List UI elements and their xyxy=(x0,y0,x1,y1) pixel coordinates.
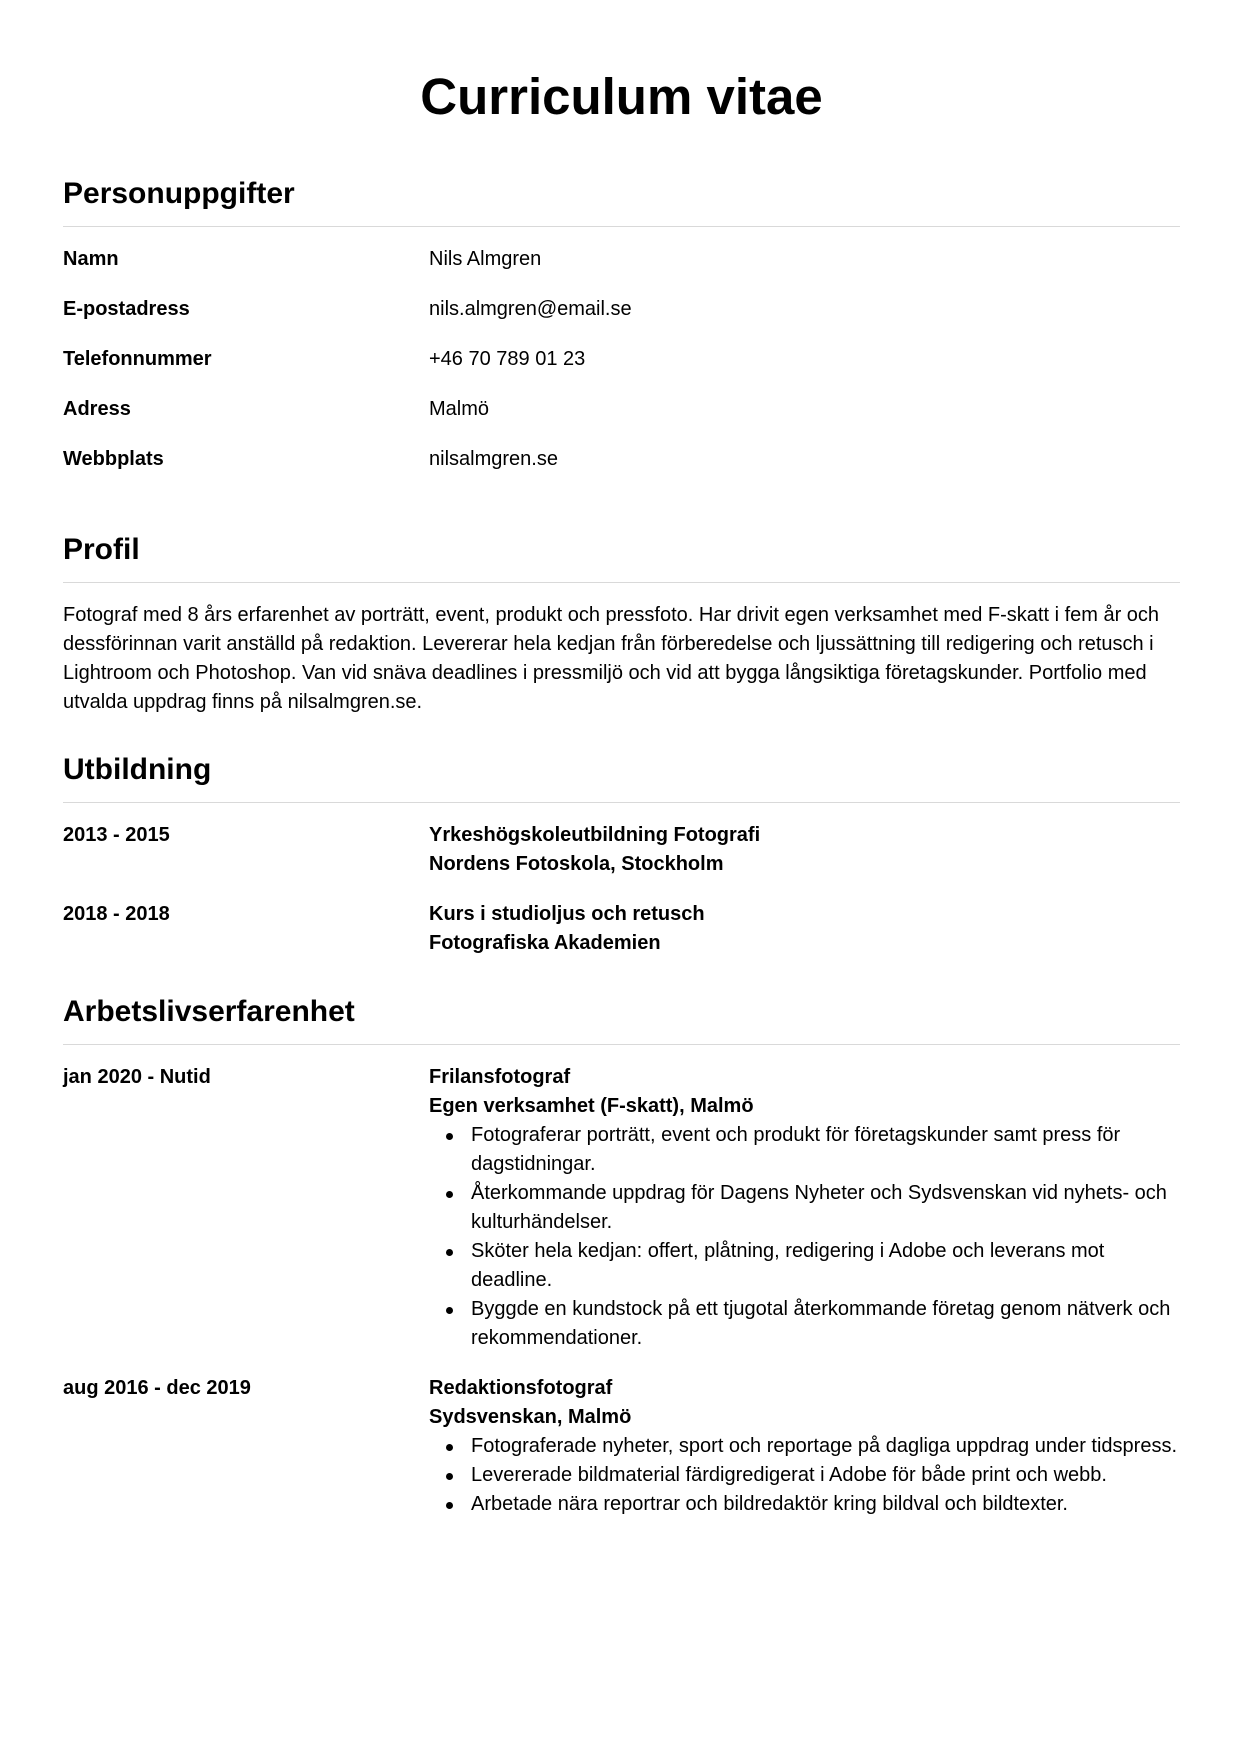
education-section xyxy=(63,750,1180,958)
personal-heading: Personuppgifter xyxy=(63,174,1180,227)
personal-value: +46 70 789 01 23 xyxy=(429,348,586,370)
work-period: aug 2016 - dec 2019 xyxy=(63,1377,251,1399)
education-title: Yrkeshögskoleutbildning Fotografi xyxy=(429,824,761,846)
bullet-item: Byggde en kundstock på ett tjugotal återkommande företag genom nätverk och rekommendationer. xyxy=(429,1295,1180,1353)
work-details xyxy=(429,1063,1180,1353)
bullet-item: Fotograferar porträtt, event och produkt för företagskunder samt press för dagstidningar. xyxy=(429,1121,1180,1179)
personal-section xyxy=(63,174,1180,474)
education-details xyxy=(429,900,1180,958)
education-rows xyxy=(63,821,1180,958)
profile-heading: Profil xyxy=(63,530,1180,583)
personal-value: nils.almgren@email.se xyxy=(429,298,632,320)
education-details xyxy=(429,821,1180,879)
education-place: Fotografiska Akademien xyxy=(429,932,661,954)
document-title: Curriculum vitae xyxy=(420,68,823,125)
education-period: 2013 - 2015 xyxy=(63,824,170,846)
personal-value: Malmö xyxy=(429,398,490,420)
personal-row-name xyxy=(63,245,1180,274)
work-title: Frilansfotograf xyxy=(429,1066,571,1088)
bullet-item: Arbetade nära reportrar och bildredaktör kring bildval och bildtexter. xyxy=(429,1490,1180,1519)
education-heading: Utbildning xyxy=(63,750,1180,803)
personal-label: Webbplats xyxy=(63,448,164,470)
personal-label: Namn xyxy=(63,248,119,270)
work-section xyxy=(63,992,1180,1519)
education-item xyxy=(63,821,1180,879)
bullet-item: Fotograferade nyheter, sport och reportage på dagliga uppdrag under tidspress. xyxy=(429,1432,1180,1461)
education-item xyxy=(63,900,1180,958)
personal-label: Adress xyxy=(63,398,131,420)
personal-row-website xyxy=(63,445,1180,474)
personal-label: E-postadress xyxy=(63,298,190,320)
education-period: 2018 - 2018 xyxy=(63,903,170,925)
personal-row-email xyxy=(63,295,1180,324)
personal-row-address xyxy=(63,395,1180,424)
bullet-item: Återkommande uppdrag för Dagens Nyheter och Sydsvenskan vid nyhets- och kulturhändelser. xyxy=(429,1179,1180,1237)
work-heading: Arbetslivserfarenhet xyxy=(63,992,1180,1045)
profile-text: Fotograf med 8 års erfarenhet av porträtt, event, produkt och pressfoto. Har drivit egen verksamhet med F-skatt i fem år och dessförinnan varit anställd på redaktion. Levererar hela kedjan från förberedelse och ljussättning till redigering och retusch i Lightroom och Photoshop. Van vid snäva deadlines i pressmiljö och vid att bygga långsiktiga företagskunder. Portfolio med utvalda uppdrag finns på nilsalmgren.se. xyxy=(63,604,1160,713)
work-details xyxy=(429,1374,1180,1519)
work-bullets xyxy=(429,1432,1180,1519)
personal-value: nilsalmgren.se xyxy=(429,448,558,470)
work-rows xyxy=(63,1063,1180,1519)
education-place: Nordens Fotoskola, Stockholm xyxy=(429,853,724,875)
work-item xyxy=(63,1374,1180,1519)
personal-row-phone xyxy=(63,345,1180,374)
work-item xyxy=(63,1063,1180,1353)
education-title: Kurs i studioljus och retusch xyxy=(429,903,705,925)
work-title: Redaktionsfotograf xyxy=(429,1377,613,1399)
personal-label: Telefonnummer xyxy=(63,348,212,370)
personal-rows xyxy=(63,245,1180,474)
personal-value: Nils Almgren xyxy=(429,248,542,270)
work-bullets xyxy=(429,1121,1180,1353)
work-period: jan 2020 - Nutid xyxy=(63,1066,211,1088)
work-employer: Egen verksamhet (F-skatt), Malmö xyxy=(429,1095,754,1117)
work-employer: Sydsvenskan, Malmö xyxy=(429,1406,632,1428)
bullet-item: Levererade bildmaterial färdigredigerat i Adobe för både print och webb. xyxy=(429,1461,1180,1490)
bullet-item: Sköter hela kedjan: offert, plåtning, redigering i Adobe och leverans mot deadline. xyxy=(429,1237,1180,1295)
profile-section xyxy=(63,530,1180,717)
